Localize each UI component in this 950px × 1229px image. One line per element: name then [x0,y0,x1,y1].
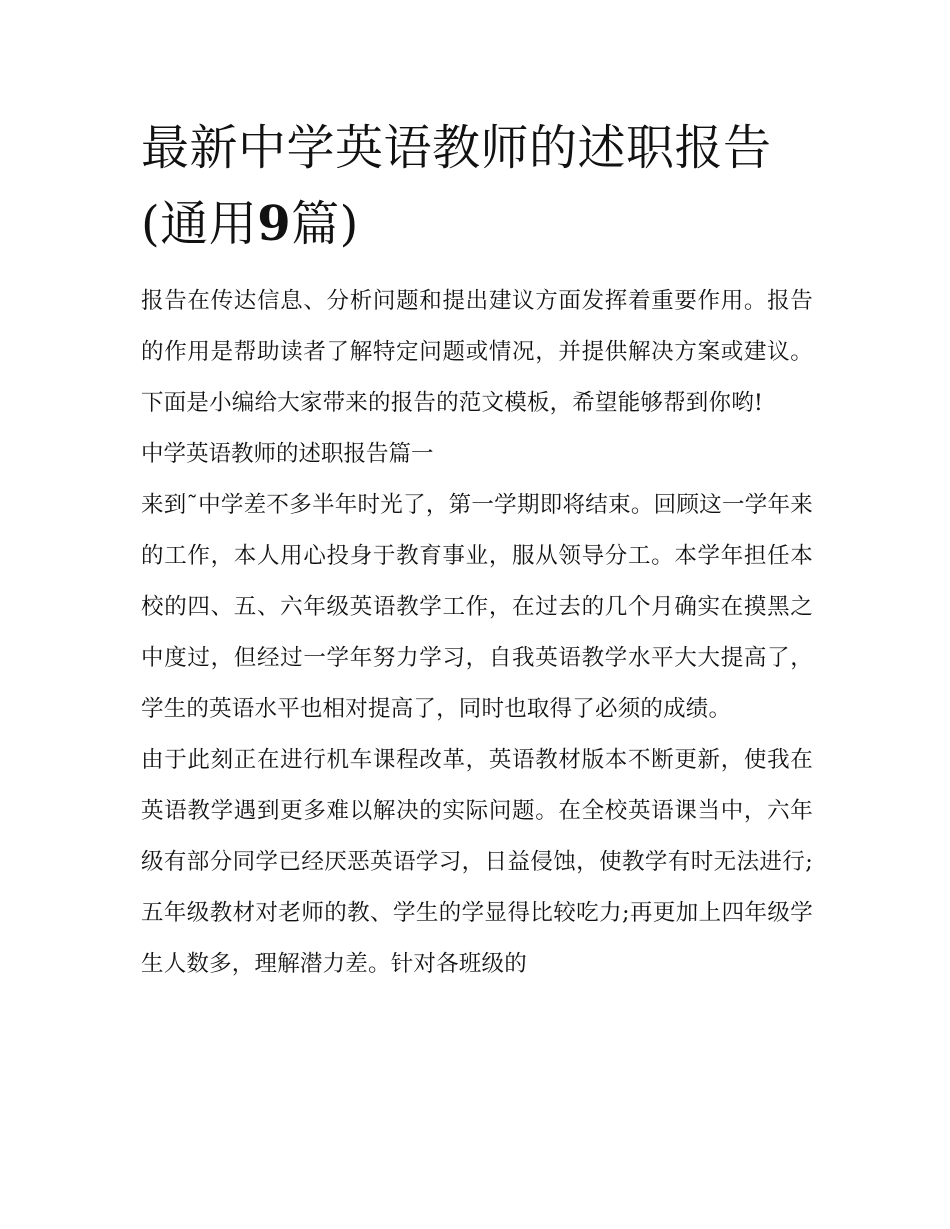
title-line-2-suffix: 篇) [291,196,359,252]
document-body [141,276,813,990]
document-title [141,110,813,262]
title-line-2-prefix: (通用 [141,196,258,252]
title-line-1: 最新中学英语教师的述职报告 [141,120,772,176]
body-paragraph-2: 由于此刻正在进行机车课程改革，英语教材版本不断更新，使我在英语教学遇到更多难以解决的实际问题。在全校英语课当中，六年级有部分同学已经厌恶英语学习，日益侵蚀，使教学有时无法进行;五年级教材对老师的教、学生的学显得比较吃力;再更加上四年级学生人数多，理解潜力差。针对各班级的 [141,747,813,977]
title-line-2-number: 9 [257,196,292,252]
body-paragraph-1: 来到˜中学差不多半年时光了，第一学期即将结束。回顾这一学年来的工作，本人用心投身于教育事业，服从领导分工。本学年担任本校的四、五、六年级英语教学工作，在过去的几个月确实在摸黑之中度过，但经过一学年努力学习，自我英语教学水平大大提高了，学生的英语水平也相对提高了，同时也取得了必须的成绩。 [141,492,813,722]
section-heading: 中学英语教师的述职报告篇一 [141,441,434,467]
intro-paragraph: 报告在传达信息、分析问题和提出建议方面发挥着重要作用。报告的作用是帮助读者了解特定问题或情况，并提供解决方案或建议。下面是小编给大家带来的报告的范文模板，希望能够帮到你哟! [141,288,813,416]
document-page [141,110,813,990]
